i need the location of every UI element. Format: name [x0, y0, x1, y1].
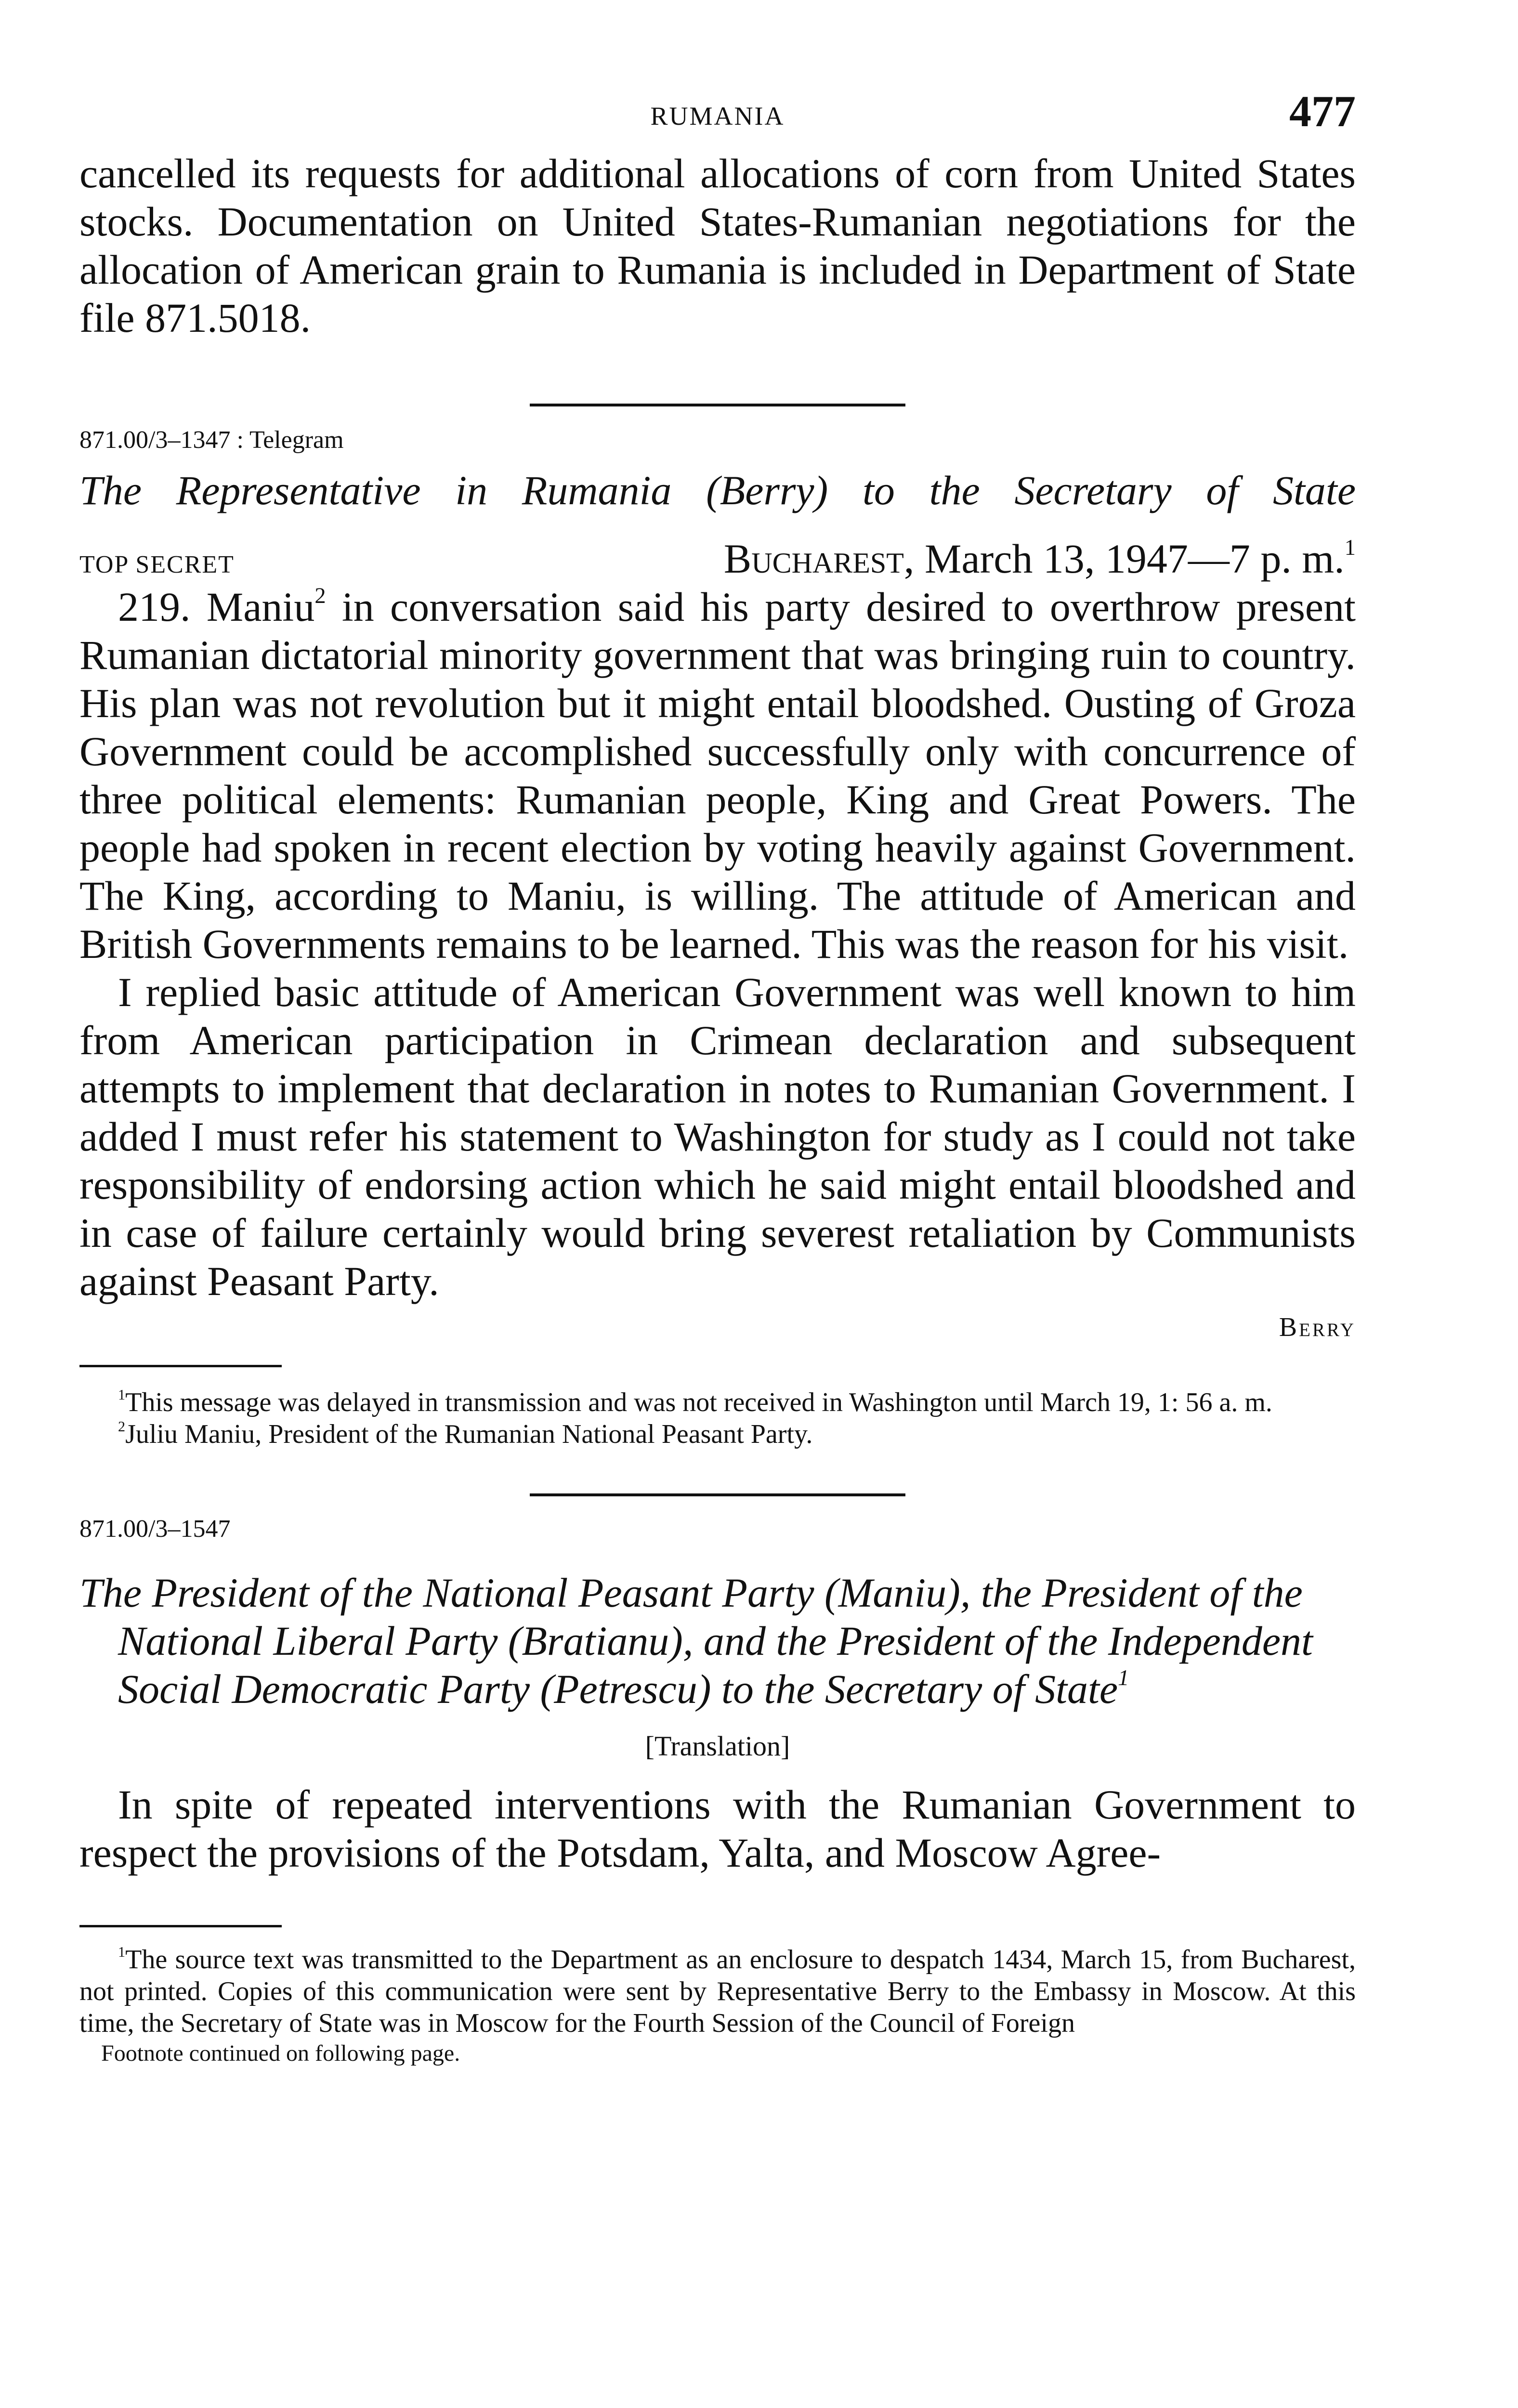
heading-text: The President of the National Peasant Party (Maniu), the President of the National Liberal Party (Bratianu), and the President of the Independent Social Democratic Party (Petrescu) to the Secretary of State	[79, 1570, 1313, 1712]
dateline	[79, 535, 1356, 583]
running-head: RUMANIA	[650, 102, 785, 131]
footnote-marker: 1	[118, 1943, 126, 1960]
telegram-number: 219. Maniu	[118, 584, 315, 630]
classification-label: TOP SECRET	[79, 551, 235, 578]
translation-label: [Translation]	[645, 1730, 790, 1762]
telegram-paragraph-2: I replied basic attitude of American Government was well known to him from American participation in Crimean declaration and subsequent attempts to implement that declaration in notes to Rumanian Government. I added I must refer his statement to Washington for study as I could not take responsibility of endorsing action which he said might entail bloodshed and in case of failure certainly would bring severest retaliation by Communists against Peasant Party.	[79, 969, 1356, 1304]
date: March 13, 1947—7 p. m.	[924, 536, 1345, 582]
footnote-3	[79, 1944, 1356, 2039]
footnote-marker: 1	[118, 1386, 126, 1403]
footnote-ref: 1	[1118, 1665, 1129, 1690]
intro-paragraph: cancelled its requests for additional allocations of corn from United States stocks. Documentation on United States-Rumanian negotiations for the allocation of American grain to Rumania is included in Department of State file 871.5018.	[79, 150, 1356, 341]
footnote-marker: 2	[118, 1418, 126, 1435]
page-number: 477	[1289, 87, 1356, 136]
footnote-1	[79, 1387, 1356, 1418]
file-reference-2: 871.00/3–1547	[79, 1515, 231, 1543]
footnote-divider	[79, 1365, 282, 1367]
footnote-text: Juliu Maniu, President of the Rumanian National Peasant Party.	[125, 1419, 813, 1449]
footnote-text: The source text was transmitted to the Department as an enclosure to despatch 1434, March 15, from Bucharest, not printed. Copies of this communication were sent by Representative Berry to the Embassy in Moscow. At this time, the Secretary of State was in Moscow for the Fourth Session of the Council of Foreign	[79, 1945, 1356, 2038]
page-header	[79, 77, 1356, 149]
section-divider	[530, 1493, 905, 1496]
footnote-continued-note: Footnote continued on following page.	[101, 2041, 460, 2066]
file-reference-1: 871.00/3–1347 : Telegram	[79, 426, 344, 454]
footnote-ref: 1	[1344, 535, 1356, 560]
telegram-paragraph-1	[79, 583, 1356, 968]
document-heading-1: The Representative in Rumania (Berry) to the Secretary of State	[79, 467, 1356, 513]
footnote-divider	[79, 1925, 282, 1927]
section-divider	[530, 404, 905, 406]
place-date	[724, 535, 1356, 583]
footnote-2	[79, 1418, 1356, 1450]
signature: Berry	[1279, 1312, 1356, 1342]
letter-paragraph-1: In spite of repeated interventions with the Rumanian Government to respect the provisions of the Potsdam, Yalta, and Moscow Agree-	[79, 1781, 1356, 1876]
place: Bucharest,	[723, 536, 915, 582]
footnote-text: This message was delayed in transmission and was not received in Washington until March 19, 1: 56 a. m.	[125, 1387, 1272, 1417]
paragraph-text: in conversation said his party desired to overthrow present Rumanian dictatorial minority government that was bringing ruin to country. His plan was not revolution but it might entail bloodshed. Ousting of Groza Government could be accomplished successfully only with concurrence of three political elements: Rumanian people, King and Great Powers. The people had spoken in recent election by voting heavily against Government. The King, according to Maniu, is willing. The attitude of American and British Governments remains to be learned. This was the reason for his visit.	[79, 584, 1356, 967]
document-heading-2	[79, 1569, 1356, 1713]
footnote-ref: 2	[314, 583, 326, 608]
document-page	[79, 77, 1356, 2068]
